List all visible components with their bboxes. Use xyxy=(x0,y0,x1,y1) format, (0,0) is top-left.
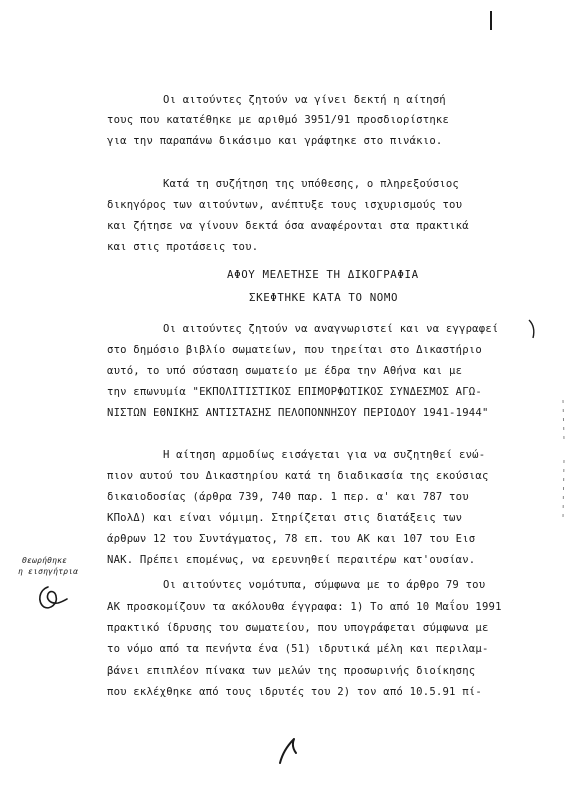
margin-note-line-2: η εισηγήτρια xyxy=(18,567,79,576)
paragraph-2-line-3: και ζήτησε να γίνουν δεκτά όσα αναφέρονται στα πρακτικά xyxy=(107,220,469,232)
paragraph-3-line-2: στο δημόσιο βιβλίο σωματείων, που τηρείται στο Δικαστήριο xyxy=(107,344,482,356)
paragraph-5-line-3: πρακτικό ίδρυσης του σωματείου, που υπογράφεται σύμφωνα με xyxy=(107,622,489,634)
paragraph-4-line-6: ΝΑΚ. Πρέπει επομένως, να ερευνηθεί περαιτέρω κατ'ουσίαν. xyxy=(107,554,476,566)
scan-artifact-edge xyxy=(558,400,568,520)
paragraph-4-line-2: πιον αυτού του Δικαστηρίου κατά τη διαδικασία της εκούσιας xyxy=(107,470,489,482)
paragraph-3-line-1: Οι αιτούντες ζητούν να αναγνωριστεί και να εγγραφεί xyxy=(163,323,499,335)
heading-considered-law: ΣΚΕΦΤΗΚΕ ΚΑΤΑ ΤΟ ΝΟΜΟ xyxy=(249,291,399,304)
paragraph-3-line-3: αυτό, το υπό σύσταση σωματείο με έδρα την Αθήνα και με xyxy=(107,365,463,377)
paragraph-1-line-2: τους που κατατέθηκε με αριθμό 3951/91 προσδιορίστηκε xyxy=(107,114,450,126)
heading-studied-file: ΑΦΟΥ ΜΕΛΕΤΗΣΕ ΤΗ ΔΙΚΟΓΡΑΦΙΑ xyxy=(227,268,419,281)
paragraph-5-line-4: το νόμο από τα πενήντα ένα (51) ιδρυτικά μέλη και περιλαμ- xyxy=(107,643,489,655)
margin-note-line-1: Θεωρήθηκε xyxy=(22,556,68,565)
paragraph-1-line-3: για την παραπάνω δικάσιμο και γράφτηκε στο πινάκιο. xyxy=(107,135,443,147)
paragraph-2-line-4: και στις προτάσεις του. xyxy=(107,241,259,253)
paragraph-5-line-1: Οι αιτούντες νομότυπα, σύμφωνα με το άρθρο 79 του xyxy=(163,579,486,591)
paragraph-4-line-3: δικαιοδοσίας (άρθρα 739, 740 παρ. 1 περ. α' και 787 του xyxy=(107,491,469,503)
signature-mark xyxy=(34,582,70,612)
scan-artifact-top-mark xyxy=(488,10,494,32)
paragraph-5-line-5: βάνει επιπλέον πίνακα των μελών της προσωρινής διοίκησης xyxy=(107,665,476,677)
paragraph-2-line-2: δικηγόρος των αιτούντων, ανέπτυξε τους ισχυρισμούς του xyxy=(107,199,463,211)
paragraph-3-line-5: ΝΙΣΤΩΝ ΕΘΝΙΚΗΣ ΑΝΤΙΣΤΑΣΗΣ ΠΕΛΟΠΟΝΝΗΣΟΥ ΠΕΡΙΟΔΟΥ 1941-1944" xyxy=(107,407,489,419)
paragraph-4-line-5: άρθρων 12 του Συντάγματος, 78 επ. του ΑΚ και 107 του Εισ xyxy=(107,533,476,545)
paragraph-3-line-4: την επωνυμία "ΕΚΠΟΛΙΤΙΣΤΙΚΟΣ ΕΠΙΜΟΡΦΩΤΙΚΟΣ ΣΥΝΔΕΣΜΟΣ ΑΓΩ- xyxy=(107,386,482,398)
paragraph-4-line-4: ΚΠολΔ) και είναι νόμιμη. Στηρίζεται στις διατάξεις των xyxy=(107,512,463,524)
paragraph-1-line-1: Οι αιτούντες ζητούν να γίνει δεκτή η αίτησή xyxy=(163,94,446,106)
paragraph-5-line-6: που εκλέχθηκε από τους ιδρυτές του 2) τον από 10.5.91 πί- xyxy=(107,686,482,698)
scan-artifact-curve xyxy=(276,735,300,765)
paragraph-2-line-1: Κατά τη συζήτηση της υπόθεσης, ο πληρεξούσιος xyxy=(163,178,460,190)
paragraph-4-line-1: Η αίτηση αρμοδίως εισάγεται για να συζητηθεί ενώ- xyxy=(163,449,486,461)
scan-artifact-right-mark xyxy=(527,318,537,340)
paragraph-5-line-2: ΑΚ προσκομίζουν τα ακόλουθα έγγραφα: 1) Το από 10 Μαΐου 1991 xyxy=(107,601,502,613)
